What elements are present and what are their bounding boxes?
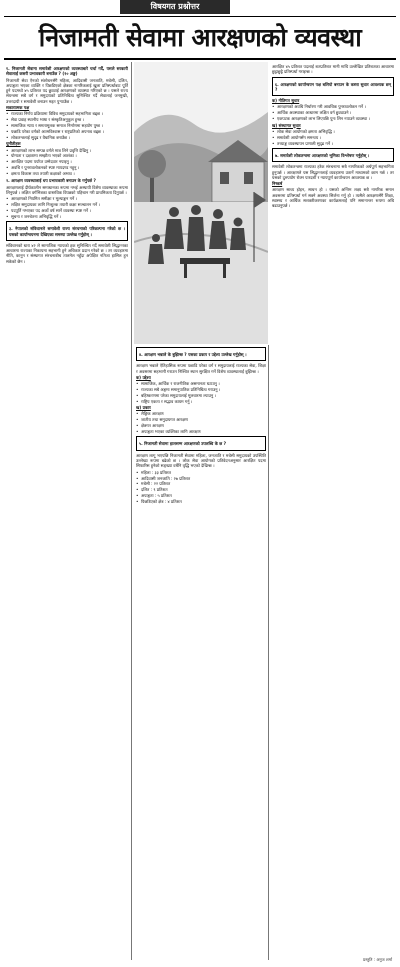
subheading-positive: सकारात्मक पक्ष [6, 105, 30, 111]
list-item: • पदपूर्ति नभएका पद अर्को वर्ष सार्ने व्यवस्था स्पष्ट गर्ने । [6, 208, 128, 213]
headline-rule [4, 58, 396, 60]
list-item: • योग्यता र दक्षतामा सम्झौता भएको आशंका । [6, 153, 128, 158]
list-item: • सूचना र जनचेतना अभिवृद्धि गर्ने । [6, 214, 128, 219]
list-item: • अपाङ्गता : ५ प्रतिशत [136, 493, 266, 498]
list-policy-reform [272, 104, 394, 121]
question-1: १. निजामती सेवामा समावेशी आरक्षणको व्यवस्थाबारे चर्चा गर्दै, यसले सरकारी सेवालाई कसरी प्रभावकारी बनाउँछ ? (१० अङ्क) [6, 66, 128, 77]
subheading-conclusion: निष्कर्ष [272, 181, 283, 187]
list-item: • आरक्षणको अवधि निर्धारण गरी आवधिक पुनरावलोकन गर्ने । [272, 104, 394, 109]
list-item: • आरक्षित पदमा पर्याप्त उम्मेदवार नपाइनु । [6, 159, 128, 164]
list-item: • महिला : ३३ प्रतिशत [136, 470, 266, 475]
question-4-box [136, 347, 266, 361]
question-6-box [272, 77, 394, 97]
list-item: • आरक्षणको नियमित समीक्षा र मूल्याङ्कन गर्ने । [6, 196, 128, 201]
list-item: • लोक सेवा आयोगको क्षमता अभिवृद्धि । [272, 129, 394, 134]
list-item: • आदिवासी जनजाति : २७ प्रतिशत [136, 476, 266, 481]
list-item: • दलित : ९ प्रतिशत [136, 487, 266, 492]
subheading-objectives: क) उद्देश्य [136, 374, 151, 380]
question-4: ४. आरक्षण भन्नाले के बुझिन्छ ? यसका प्रकार र उद्देश्य उल्लेख गर्नुहोस् । [139, 352, 247, 357]
list-improvements [6, 196, 128, 219]
column-left [6, 64, 128, 960]
column-right [272, 64, 394, 960]
question-7-box [272, 148, 394, 162]
list-institutional-reform [272, 129, 394, 146]
column-middle [136, 345, 266, 960]
list-item: • तथ्याङ्क व्यवस्थापन प्रणाली सुदृढ गर्ने । [272, 141, 394, 146]
list-item: • राष्ट्रिय एकता र सद्भाव कायम गर्नु । [136, 399, 266, 404]
section-tag: विषयगत प्रश्नोत्तर [120, 0, 230, 14]
subheading-policy-reform: क) नीतिगत सुधार [272, 98, 300, 104]
list-item: • जातीय तथा समुदायगत आरक्षण [136, 417, 266, 422]
subheading-challenges: चुनौतीहरू [6, 141, 21, 147]
question-5: ५. निजामती सेवामा हालसम्म आरक्षणको उपलब्धि के छ ? [139, 441, 226, 447]
answer-5: आरक्षण लागू भएपछि निजामती सेवामा महिला, जनजाति र मधेसी समुदायको उपस्थिति उल्लेख्य रूपमा बढेको छ । लोक सेवा आयोगको प्रतिवेदनअनुसार आरक्षित पदमा सिफारिस हुनेको सङ्ख्या वर्षेनि वृद्धि भएको देखिन्छ । [136, 452, 266, 469]
list-item: • लक्षित समुदायका लागि निःशुल्क तयारी कक्षा सञ्चालन गर्ने । [6, 202, 128, 207]
list-item: • एकपटक आरक्षणको लाभ लिएपछि पुनः लिन नपाउने व्यवस्था । [272, 116, 394, 121]
headline: निजामती सेवामा आरक्षणको व्यवस्था [38, 23, 362, 52]
answer-1: निजामती सेवा ऐनको संशोधनसँगै महिला, आदिवासी जनजाति, मधेसी, दलित, अपाङ्गता भएका व्यक्ति र पिछडिएको क्षेत्रका नागरिकलाई खुला प्रतिस्पर्धाबाट पूर्ति हुने पदमध्ये ४५ प्रतिशत पद छुट्याई आरक्षणको व्यवस्था गरिएको छ । यसले राज्य संयन्त्रमा सबै वर्ग र समुदायको प्रतिनिधित्व सुनिश्चित गर्दै सेवालाई जनमुखी, उत्तरदायी र समावेशी बनाउन मद्दत पुर्‍याउँछ । [6, 77, 128, 104]
list-item: • सामाजिक, आर्थिक र राजनीतिक असमानता घटाउनु । [136, 381, 266, 386]
list-item: • राज्यका निर्णय प्रक्रियामा विविध समुदायको सहभागिता बढ्छ । [6, 111, 128, 116]
question-5-box [136, 436, 266, 450]
column-divider [131, 62, 132, 960]
paragraph-quota-note: आरक्षित ४५ प्रतिशत पदलाई शतप्रतिशत मानी माथि उल्लेखित प्रतिशतका आधारमा छुट्टाछुट्टै प्रतिस्पर्धा गराइन्छ । [272, 64, 394, 75]
answer-3: संविधानको धारा ४२ ले सामाजिक न्यायको हक सुनिश्चित गर्दै समावेशी सिद्धान्तका आधारमा राज्यका निकायमा सहभागी हुने अधिकार प्रदान गरेको छ । तर व्यवहारमा नीति, कानुन र संस्थागत संरचनाबीच तालमेल नहुँदा अपेक्षित नतिजा हासिल हुन सकेको छैन । [6, 242, 128, 264]
list-item: • आर्थिक अवस्थाका आधारमा लक्षित वर्ग छुट्याउने । [272, 110, 394, 115]
question-6: ६. आरक्षणको कार्यान्वयन पक्ष बलियो बनाउन के कस्ता सुधार आवश्यक छन् ? [275, 81, 391, 92]
list-item: • सेवा प्रवाह स्थानीय भाषा र संस्कृतिअनुकूल हुन्छ । [6, 117, 128, 122]
answer-7: समावेशी लोकतन्त्रमा राज्यका हरेक संरचनामा सबै नागरिकको अर्थपूर्ण सहभागिता हुनुपर्छ । आरक्षणले यस सिद्धान्तलाई व्यवहारमा उतार्ने माध्यमको काम गर्छ । तर यसको दुरुपयोग रोक्न पारदर्शी र न्यायपूर्ण कार्यान्वयन आवश्यक छ । [272, 164, 394, 180]
list-item: • लोकतन्त्रलाई सुदृढ र वैधानिक बनाउँछ । [6, 135, 128, 140]
column-divider [268, 345, 269, 960]
list-item: • मधेसी : २२ प्रतिशत [136, 481, 266, 486]
conclusion-text: आरक्षण साध्य होइन, साधन हो । यसको अन्तिम लक्ष्य सबै नागरिक समान अवसरमा प्रतिस्पर्धा गर्न सक्ने अवस्था सिर्जना गर्नु हो । त्यसैले आरक्षणसँगै शिक्षा, स्वास्थ्य र आर्थिक सशक्तीकरणका कार्यक्रमलाई पनि समानान्तर रूपमा अघि बढाउनुपर्छ । [272, 187, 394, 209]
list-item: • पिछडिएको क्षेत्र : ४ प्रतिशत [136, 499, 266, 504]
question-3: ३. नेपालको संविधानले समावेशी राज्य संरचनाको परिकल्पना गरेको छ । यसको कार्यान्वयनमा देखिएका समस्या उल्लेख गर्नुहोस् । [9, 226, 125, 237]
list-item: • लैङ्गिक आरक्षण [136, 411, 266, 416]
top-rule [4, 16, 396, 17]
illustration [134, 62, 268, 344]
community-scene-illustration [134, 62, 268, 344]
author-credit: प्रस्तुति : अनुज शर्मा [363, 957, 392, 962]
list-challenges [6, 148, 128, 177]
subheading-types: ख) प्रकार [136, 405, 151, 411]
answer-2: आरक्षणलाई दीर्घकालीन समाधानका रूपमा नभई अस्थायी विशेष व्यवस्थाका रूपमा लिनुपर्छ । लक्षित वर्गभित्रका वास्तविक विपन्नको पहिचान गरी प्राथमिकता दिनुपर्छ । [6, 184, 128, 195]
list-quota-percentages [136, 470, 266, 505]
list-item: • पछाडि परेका वर्गको आत्मविश्वास र राष्ट्रप्रतिको अपनत्व बढ्छ । [6, 129, 128, 134]
list-types [136, 411, 266, 434]
question-3-box [6, 221, 128, 241]
question-7: ७. समावेशी लोकतन्त्रमा आरक्षणको भूमिका विश्लेषण गर्नुहोस् । [275, 152, 370, 158]
list-item: • क्षेत्रगत आरक्षण [136, 423, 266, 428]
list-item: • बहिष्करणमा परेका समुदायलाई मूलधारमा ल्याउनु । [136, 393, 266, 398]
list-item: • अपाङ्गता भएका व्यक्तिका लागि आरक्षण [136, 429, 266, 434]
answer-4: आरक्षण भन्नाले ऐतिहासिक रूपमा पछाडि परेका वर्ग र समुदायलाई राज्यका सेवा, शिक्षा र अवसरमा सहभागी गराउन निश्चित स्थान सुरक्षित गर्ने विशेष व्यवस्थालाई बुझिन्छ । [136, 363, 266, 374]
list-item: • अवधि र पुनरावलोकनको स्पष्ट मापदण्ड नहुनु । [6, 165, 128, 170]
list-item: • समावेशी आयोगसँग समन्वय । [272, 135, 394, 140]
list-positive [6, 111, 128, 140]
list-item: • आरक्षणको लाभ सम्पन्न वर्गले मात्र लिने प्रवृत्ति देखिनु । [6, 148, 128, 153]
subheading-institutional-reform: ख) संस्थागत सुधार [272, 122, 301, 128]
question-2: २. आरक्षण व्यवस्थालाई थप प्रभावकारी बनाउन के गर्नुपर्छ ? [6, 178, 96, 184]
list-item: • क्षमता विकास तथा तयारी कक्षाको अभाव । [6, 171, 128, 176]
list-item: • राज्यका सबै अङ्गमा समानुपातिक प्रतिनिधित्व गराउनु । [136, 387, 266, 392]
list-objectives [136, 381, 266, 404]
list-item: • सामाजिक न्याय र समतामूलक समाज निर्माणमा सहयोग पुग्छ । [6, 123, 128, 128]
